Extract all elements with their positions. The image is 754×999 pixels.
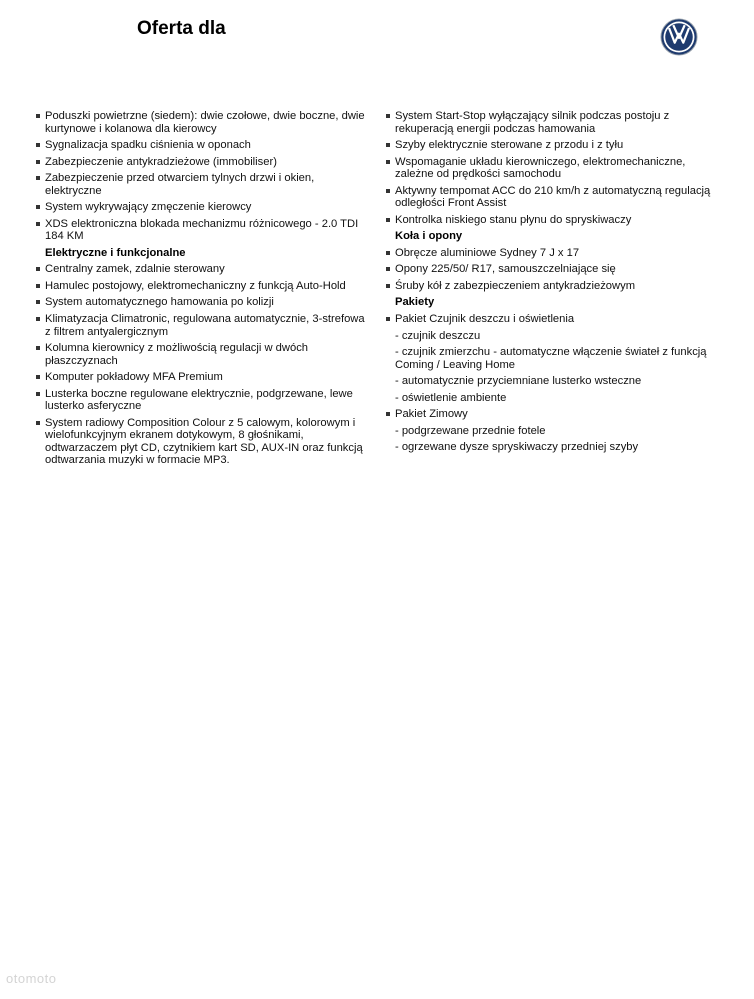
feature-text: Lusterka boczne regulowane elektrycznie, podgrzewane, lewe lusterko asferyczne (45, 387, 353, 413)
feature-list-item (36, 139, 366, 152)
feature-list-item (36, 342, 366, 367)
feature-text: Kontrolka niskiego stanu płynu do spryskiwaczy (395, 213, 632, 226)
feature-text: Poduszki powietrzne (siedem): dwie czołowe, dwie boczne, dwie kurtynowe i kolanowa dla kierowcy (45, 110, 365, 135)
feature-list-item (36, 218, 366, 243)
bullet-icon (386, 317, 390, 321)
feature-text: System radiowy Composition Colour z 5 calowym, kolorowym i wielofunkcyjnym ekranem dotykowym, 8 głośnikami, odtwarzaczem płyt CD, czytnikiem kart SD, AUX-IN oraz funkcją odtwarzania muzyki w formacie MP3. (45, 416, 363, 467)
feature-text: Centralny zamek, zdalnie sterowany (45, 263, 225, 276)
feature-list-item (36, 371, 366, 384)
bullet-icon (386, 160, 390, 164)
bullet-icon (386, 412, 390, 416)
feature-sub-item: - podgrzewane przednie fotele (395, 424, 546, 437)
feature-list-item (386, 139, 718, 152)
feature-text: Pakiet Czujnik deszczu i oświetlenia (395, 313, 575, 326)
feature-list-item (386, 156, 718, 181)
bullet-icon (386, 284, 390, 288)
bullet-icon (36, 222, 40, 226)
feature-sub-item: - automatycznie przyciemniane lusterko wsteczne (395, 375, 642, 388)
feature-text: Sygnalizacja spadku ciśnienia w oponach (45, 139, 251, 152)
feature-list-item (36, 280, 366, 293)
feature-text: Klimatyzacja Climatronic, regulowana automatycznie, 3-strefowa z filtrem antyalergicznym (45, 312, 365, 338)
bullet-icon (36, 267, 40, 271)
feature-list-item (386, 110, 718, 135)
feature-list-item (386, 408, 718, 421)
feature-text: Aktywny tempomat ACC do 210 km/h z automatyczną regulacją odległości Front Assist (395, 184, 711, 210)
bullet-icon (36, 143, 40, 147)
section-heading: Pakiety (395, 296, 435, 309)
feature-list-item (36, 417, 366, 467)
feature-list-item (36, 263, 366, 276)
feature-list-item (386, 247, 718, 260)
feature-sub-item: - oświetlenie ambiente (395, 391, 507, 404)
feature-text: Pakiet Zimowy (395, 408, 468, 421)
feature-text: Zabezpieczenie antykradzieżowe (immobiliser) (45, 155, 277, 168)
watermark: otomoto (6, 971, 57, 986)
feature-list-item (386, 263, 718, 276)
feature-text: Śruby kół z zabezpieczeniem antykradzieżowym (395, 279, 636, 292)
bullet-icon (36, 375, 40, 379)
bullet-icon (386, 143, 390, 147)
feature-sub-item: - czujnik deszczu (395, 329, 481, 342)
feature-text: Wspomaganie układu kierowniczego, elektromechaniczne, zależne od prędkości samochodu (395, 155, 686, 181)
feature-list-item (386, 214, 718, 227)
feature-text: Zabezpieczenie przed otwarciem tylnych drzwi i okien, elektryczne (45, 172, 315, 197)
bullet-icon (36, 114, 40, 118)
bullet-icon (36, 346, 40, 350)
feature-list-item (36, 156, 366, 169)
feature-list-item (36, 110, 366, 135)
feature-list-item (36, 313, 366, 338)
feature-text: System wykrywający zmęczenie kierowcy (45, 201, 252, 214)
bullet-icon (386, 189, 390, 193)
bullet-icon (36, 392, 40, 396)
feature-text: Obręcze aluminiowe Sydney 7 J x 17 (395, 246, 580, 259)
feature-list-item (36, 296, 366, 309)
feature-text: System Start-Stop wyłączający silnik podczas postoju z rekuperacją energii podczas hamowania (395, 110, 670, 135)
feature-list-item (36, 388, 366, 413)
bullet-icon (36, 176, 40, 180)
feature-text: Opony 225/50/ R17, samouszczelniające się (395, 263, 616, 276)
section-heading: Elektryczne i funkcjonalne (45, 246, 186, 259)
bullet-icon (386, 251, 390, 255)
feature-sub-item: - czujnik zmierzchu - automatyczne włączenie świateł z funkcją Coming / Leaving Home (395, 346, 707, 371)
feature-sub-item: - ogrzewane dysze spryskiwaczy przedniej szyby (395, 441, 639, 454)
feature-list-item (386, 280, 718, 293)
bullet-icon (386, 218, 390, 222)
bullet-icon (386, 114, 390, 118)
feature-list-item (36, 172, 366, 197)
bullet-icon (36, 317, 40, 321)
bullet-icon (386, 267, 390, 271)
feature-text: Hamulec postojowy, elektromechaniczny z funkcją Auto-Hold (45, 279, 346, 292)
feature-list-item (386, 313, 718, 326)
bullet-icon (36, 205, 40, 209)
page-title: Oferta dla (137, 18, 226, 39)
volkswagen-logo-icon (660, 18, 698, 56)
bullet-icon (36, 160, 40, 164)
feature-list-item (36, 201, 366, 214)
feature-text: XDS elektroniczna blokada mechanizmu różnicowego - 2.0 TDI 184 KM (45, 217, 359, 243)
feature-list-item (386, 185, 718, 210)
bullet-icon (36, 421, 40, 425)
feature-text: System automatycznego hamowania po kolizji (45, 296, 274, 309)
feature-text: Szyby elektrycznie sterowane z przodu i z tyłu (395, 139, 624, 152)
right-feature-column (386, 110, 718, 458)
bullet-icon (36, 300, 40, 304)
left-feature-column (36, 110, 366, 471)
section-heading: Koła i opony (395, 230, 463, 243)
feature-text: Komputer pokładowy MFA Premium (45, 371, 223, 384)
feature-text: Kolumna kierownicy z możliwością regulacji w dwóch płaszczyznach (45, 342, 309, 367)
bullet-icon (36, 284, 40, 288)
